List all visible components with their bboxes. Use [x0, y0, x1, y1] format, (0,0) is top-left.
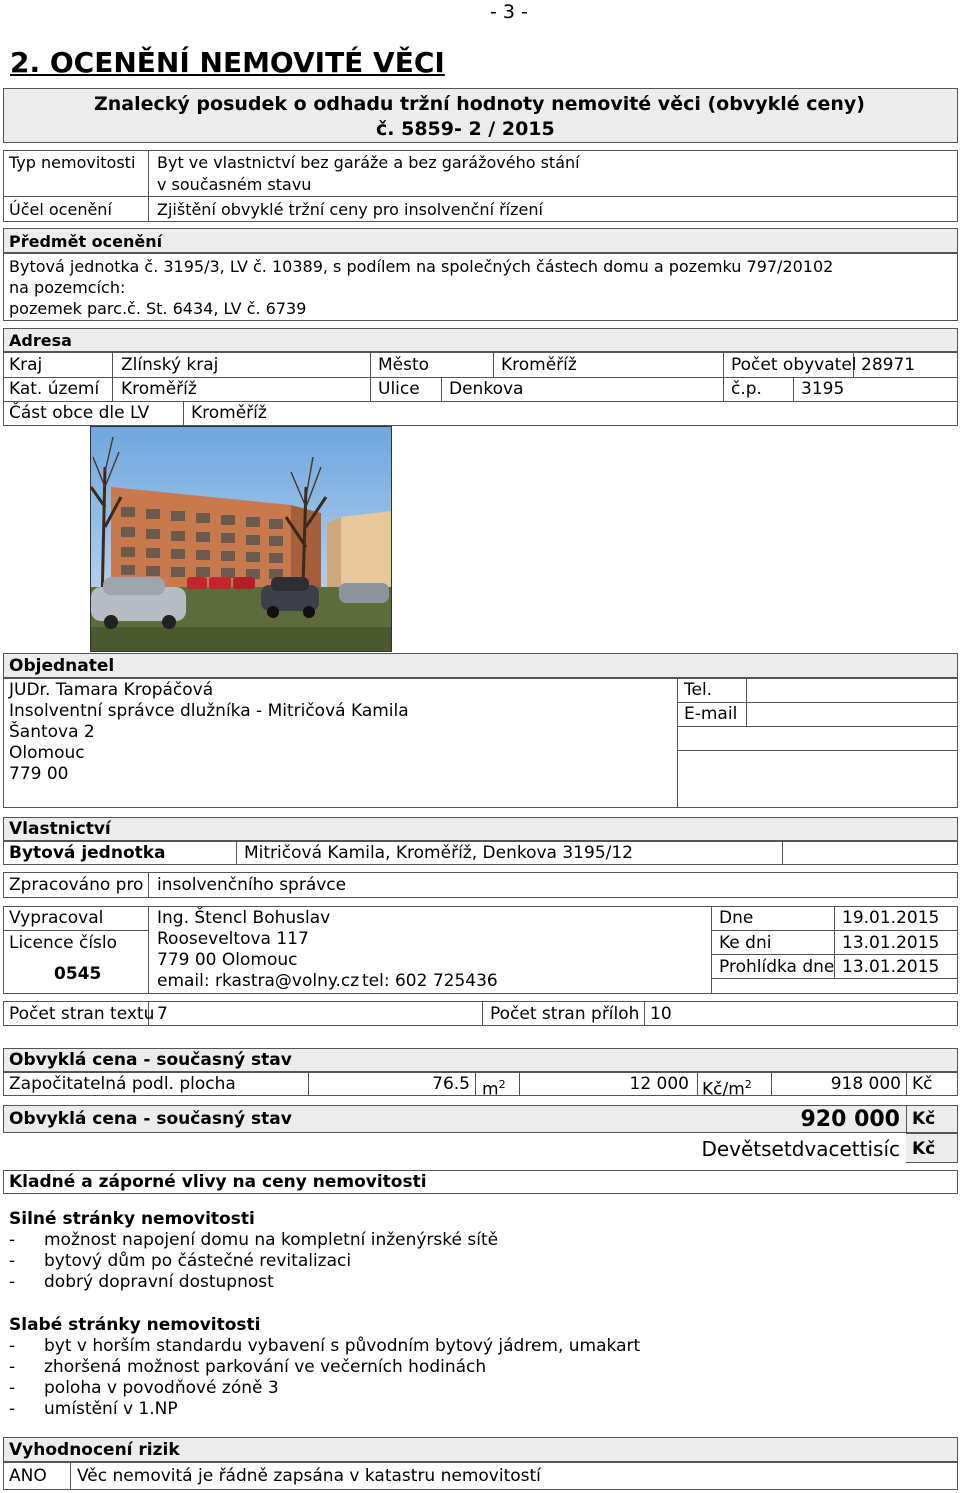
ownership-header: [3, 817, 958, 841]
purpose-label: Účel ocenění: [9, 200, 112, 219]
unit-price-value: 12 000: [629, 1074, 689, 1094]
page-number: - 3 -: [490, 1, 528, 23]
final-price-currency: Kč: [912, 1109, 936, 1129]
valuation-date-value: 13.01.2015: [842, 933, 940, 953]
appendix-pages-label: Počet stran příloh: [490, 1004, 640, 1024]
population-value: 28971: [861, 355, 916, 375]
section-title: 2. OCENĚNÍ NEMOVITÉ VĚCI: [10, 46, 445, 79]
email-label: E-mail: [684, 704, 738, 724]
ownership-label: Vlastnictví: [9, 819, 111, 839]
orderer-city: Olomouc: [9, 743, 85, 763]
district-value: Kroměříž: [191, 403, 267, 423]
city-value: Kroměříž: [501, 355, 577, 375]
influences-label: Kladné a záporné vlivy na ceny nemovitosti: [9, 1172, 427, 1192]
final-price-words-currency: Kč: [912, 1139, 936, 1159]
weaknesses-label: Slabé stránky nemovitosti: [9, 1315, 261, 1335]
cadastre-label: Kat. území: [9, 379, 100, 399]
date-value: 19.01.2015: [842, 908, 940, 928]
final-price-words: Devětsetdvacettisíc: [701, 1137, 900, 1161]
final-price-label: Obvyklá cena - současný stav: [9, 1109, 292, 1129]
address-label: Adresa: [9, 331, 72, 350]
orderer-role: Insolventní správce dlužníka - Mitričová Kamila: [9, 701, 409, 721]
list-item: - možnost napojení domu na kompletní inženýrské sítě: [9, 1230, 499, 1250]
subject-line-1: Bytová jednotka č. 3195/3, LV č. 10389, s podílem na společných částech domu a pozemku 797/20102: [9, 257, 834, 276]
tel-label: Tel.: [684, 680, 713, 700]
list-item: - byt v horším standardu vybavení s původním bytový jádrem, umakart: [9, 1336, 641, 1356]
appendix-pages-value: 10: [650, 1004, 672, 1024]
district-label: Část obce dle LV: [9, 403, 150, 423]
price-label: Obvyklá cena - současný stav: [9, 1050, 292, 1070]
ownership-item-label: Bytová jednotka: [9, 843, 166, 863]
strengths-label: Silné stránky nemovitosti: [9, 1209, 255, 1229]
prepared-for-box: [3, 872, 958, 898]
author-street: Rooseveltova 117: [157, 929, 309, 949]
report-number: č. 5859- 2 / 2015: [376, 118, 555, 140]
text-pages-label: Počet stran textu: [9, 1004, 155, 1024]
date-label: Dne: [719, 908, 754, 928]
orderer-zip: 779 00: [9, 764, 69, 784]
property-photo: [90, 426, 392, 652]
list-item: - poloha v povodňové zóně 3: [9, 1378, 279, 1398]
house-number-value: 3195: [801, 379, 845, 399]
purpose-value: Zjištění obvyklé tržní ceny pro insolvenční řízení: [157, 200, 543, 219]
author-email: email: rkastra@volny.cz: [157, 971, 360, 991]
calc-total-currency: Kč: [912, 1074, 933, 1094]
strengths-list: [9, 1230, 498, 1293]
list-item: - zhoršená možnost parkování ve večerních hodinách: [9, 1357, 487, 1377]
area-value: 76.5: [432, 1074, 470, 1094]
unit-price-unit: $Kč/m^2$: [702, 1078, 752, 1100]
orderer-label: Objednatel: [9, 656, 115, 676]
text-pages-value: 7: [157, 1004, 168, 1024]
list-item: - umístění v 1.NP: [9, 1399, 178, 1419]
subject-label: Předmět ocenění: [9, 232, 163, 251]
house-number-label: č.p.: [731, 379, 762, 399]
risk-text: Věc nemovitá je řádně zapsána v katastru nemovitostí: [77, 1466, 541, 1486]
street-label: Ulice: [378, 379, 420, 399]
property-photo-illustration: [91, 427, 391, 651]
report-title: Znalecký posudek o odhadu tržní hodnoty nemovité věci (obvyklé ceny): [94, 93, 865, 115]
type-label: Typ nemovitosti: [9, 153, 136, 172]
subject-line-2: na pozemcích:: [9, 278, 126, 297]
orderer-header: [3, 653, 958, 678]
calc-total: 918 000: [830, 1074, 901, 1094]
region-value: Zlínský kraj: [121, 355, 219, 375]
list-item: - bytový dům po částečné revitalizaci: [9, 1251, 352, 1271]
list-item: - dobrý dopravní dostupnost: [9, 1272, 274, 1292]
cadastre-value: Kroměříž: [121, 379, 197, 399]
valuation-date-label: Ke dni: [719, 933, 772, 953]
author-label: Vypracoval: [9, 908, 104, 928]
type-value: Byt ve vlastnictví bez garáže a bez garážového stání: [157, 153, 580, 172]
region-label: Kraj: [9, 355, 43, 375]
risk-code: ANO: [9, 1466, 47, 1486]
population-label: Počet obyvatel: [731, 355, 857, 375]
street-value: Denkova: [449, 379, 524, 399]
risks-label: Vyhodnocení rizik: [9, 1440, 180, 1460]
author-city: 779 00 Olomouc: [157, 950, 298, 970]
weaknesses-list: [9, 1336, 640, 1420]
orderer-name: JUDr. Tamara Kropáčová: [9, 680, 214, 700]
inspection-date-value: 13.01.2015: [842, 957, 940, 977]
type-value-2: v současném stavu: [157, 175, 312, 194]
subject-line-3: pozemek parc.č. St. 6434, LV č. 6739: [9, 299, 307, 318]
area-label: Započitatelná podl. plocha: [9, 1074, 236, 1094]
area-unit: $m^2$: [482, 1078, 506, 1100]
licence-label: Licence číslo: [9, 933, 118, 953]
prepared-for-label: Zpracováno pro: [9, 875, 144, 895]
ownership-owner: Mitričová Kamila, Kroměříž, Denkova 3195/12: [244, 843, 633, 863]
licence-number: 0545: [54, 964, 102, 984]
city-label: Město: [378, 355, 430, 375]
prepared-for-value: insolvenčního správce: [157, 875, 347, 895]
author-phone: tel: 602 725436: [362, 971, 498, 991]
address-header: [3, 328, 958, 352]
inspection-date-label: Prohlídka dne: [719, 957, 835, 977]
author-name: Ing. Štencl Bohuslav: [157, 908, 331, 928]
orderer-street: Šantova 2: [9, 722, 95, 742]
final-price-value: 920 000: [800, 1107, 900, 1132]
